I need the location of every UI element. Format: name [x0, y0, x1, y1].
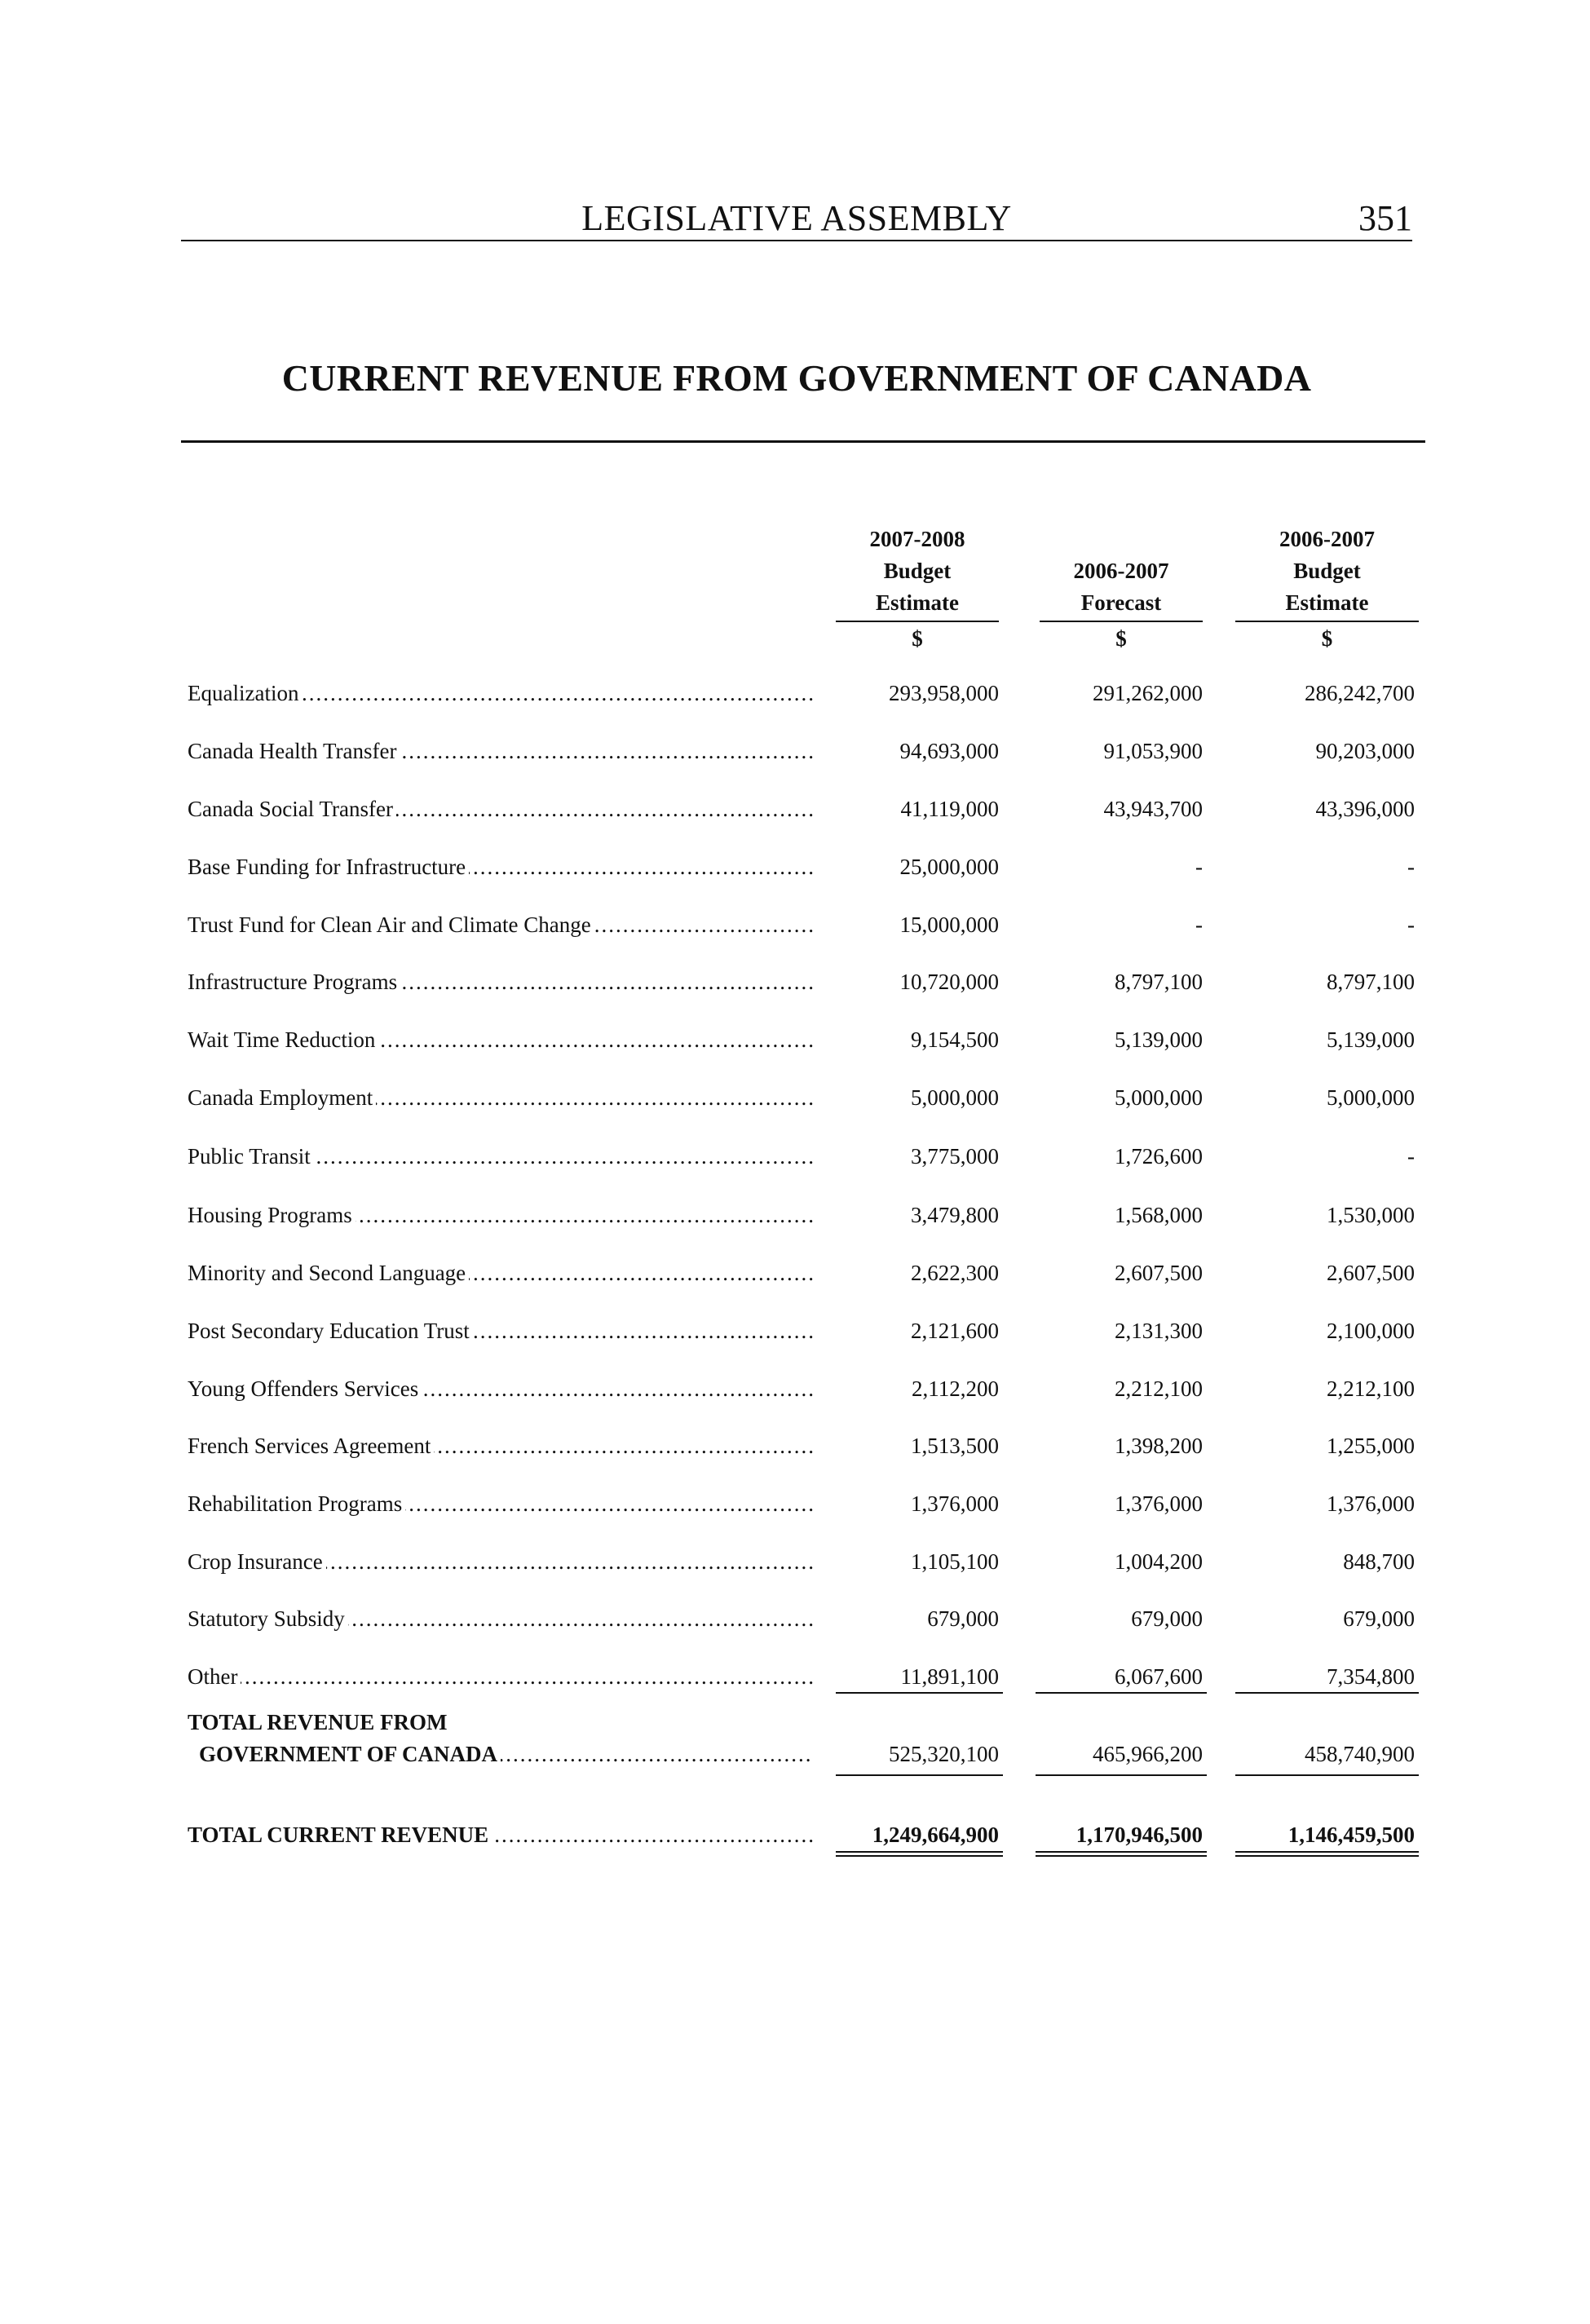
row-label: Canada Employment ..... [188, 1081, 814, 1114]
table-row [0, 1194, 1590, 1235]
row-label: Wait Time Reduction ..... [188, 1023, 814, 1056]
value-2006-2007-budget: 43,396,000 [1315, 797, 1415, 821]
running-title: LEGISLATIVE ASSEMBLY [581, 198, 1012, 238]
value-2006-2007-forecast: - [1195, 912, 1203, 937]
column-unit: $ [1115, 626, 1127, 651]
value-2007-2008-budget: 3,775,000 [911, 1144, 999, 1169]
column-header-rule [836, 621, 999, 622]
value-2007-2008-budget: 15,000,000 [899, 912, 999, 937]
row-label: Housing Programs ..... [188, 1199, 814, 1231]
total-label-line2: GOVERNMENT OF CANADA ..... [199, 1738, 814, 1770]
value-2006-2007-forecast: 43,943,700 [1103, 797, 1203, 821]
table-row [0, 1135, 1590, 1176]
table-row [0, 1482, 1590, 1523]
column-header-2006-2007-forecast [1040, 555, 1203, 619]
subtotal-rule [1235, 1692, 1419, 1694]
column-header-kind: Estimate [1285, 590, 1369, 615]
column-header-rule [1235, 621, 1419, 622]
value-2007-2008-budget: 2,622,300 [911, 1261, 999, 1285]
value-2006-2007-budget: - [1407, 912, 1415, 937]
table-row [0, 1540, 1590, 1581]
value-2007-2008-budget: 9,154,500 [911, 1027, 999, 1052]
title-rule [181, 440, 1425, 443]
column-header-2006-2007-budget-estimate [1239, 524, 1415, 619]
row-label: Public Transit ..... [188, 1140, 814, 1173]
grand-total-2006-2007-budget: 1,146,459,500 [1287, 1823, 1415, 1847]
table-row [0, 904, 1590, 944]
value-2006-2007-budget: 2,607,500 [1327, 1261, 1415, 1285]
table-row [0, 1367, 1590, 1408]
table-row [0, 1018, 1590, 1059]
value-2006-2007-budget: 5,139,000 [1327, 1027, 1415, 1052]
value-2007-2008-budget: 5,000,000 [911, 1085, 999, 1110]
value-2006-2007-forecast: 1,398,200 [1115, 1434, 1203, 1458]
column-header-year: 2006-2007 [1279, 527, 1375, 551]
value-2006-2007-budget: - [1407, 1144, 1415, 1169]
row-label: Equalization ..... [188, 677, 814, 709]
value-2006-2007-forecast: 5,139,000 [1115, 1027, 1203, 1052]
running-header [181, 197, 1412, 241]
value-2006-2007-budget: 848,700 [1343, 1549, 1415, 1574]
table-row [0, 1425, 1590, 1465]
double-underline [1235, 1851, 1419, 1857]
value-2006-2007-budget: 1,376,000 [1327, 1491, 1415, 1516]
value-2007-2008-budget: 1,105,100 [911, 1549, 999, 1574]
page-number: 351 [1358, 198, 1412, 238]
value-2006-2007-forecast: 679,000 [1131, 1606, 1203, 1631]
value-2006-2007-budget: 679,000 [1343, 1606, 1415, 1631]
row-label: Other ..... [188, 1660, 814, 1693]
table-row [0, 1076, 1590, 1117]
row-label: Rehabilitation Programs ..... [188, 1487, 814, 1520]
value-2007-2008-budget: 94,693,000 [899, 739, 999, 763]
value-2007-2008-budget: 41,119,000 [900, 797, 999, 821]
column-header-type: Budget [1293, 559, 1361, 583]
value-2006-2007-budget: 2,100,000 [1327, 1319, 1415, 1343]
column-header-year: 2006-2007 [1073, 559, 1169, 583]
value-2006-2007-forecast: 5,000,000 [1115, 1085, 1203, 1110]
table-row [0, 1597, 1590, 1638]
value-2006-2007-budget: - [1407, 855, 1415, 879]
row-label: Base Funding for Infrastructure ..... [188, 851, 814, 883]
grand-total-2006-2007-forecast: 1,170,946,500 [1075, 1823, 1203, 1847]
value-2006-2007-budget: 1,530,000 [1327, 1203, 1415, 1227]
table-row [0, 961, 1590, 1001]
value-2006-2007-forecast: 6,067,600 [1115, 1664, 1203, 1689]
total-label-line1: TOTAL REVENUE FROM [188, 1710, 448, 1734]
table-row [0, 730, 1590, 771]
value-2006-2007-budget: 5,000,000 [1327, 1085, 1415, 1110]
table-row [0, 846, 1590, 886]
value-2006-2007-budget: 8,797,100 [1327, 970, 1415, 994]
page-title: CURRENT REVENUE FROM GOVERNMENT OF CANADA [281, 357, 1312, 399]
table-row [0, 788, 1590, 828]
row-label: Canada Health Transfer ..... [188, 735, 814, 767]
table-row [0, 672, 1590, 713]
value-2006-2007-forecast: 2,607,500 [1115, 1261, 1203, 1285]
value-2006-2007-forecast: 1,726,600 [1115, 1144, 1203, 1169]
total-value-2006-2007-forecast: 465,966,200 [1093, 1742, 1203, 1766]
value-2007-2008-budget: 2,112,200 [912, 1376, 999, 1401]
value-2007-2008-budget: 2,121,600 [911, 1319, 999, 1343]
double-underline [836, 1851, 1003, 1857]
value-2007-2008-budget: 1,513,500 [911, 1434, 999, 1458]
row-label: Infrastructure Programs ..... [188, 965, 814, 998]
column-header-rule [1040, 621, 1203, 622]
value-2006-2007-forecast: 1,004,200 [1115, 1549, 1203, 1574]
grand-total-2007-2008-budget: 1,249,664,900 [872, 1823, 999, 1847]
row-label: Young Offenders Services ..... [188, 1372, 814, 1405]
value-2006-2007-forecast: 91,053,900 [1103, 739, 1203, 763]
column-header-type: Budget [883, 559, 952, 583]
column-unit: $ [1321, 626, 1333, 651]
value-2007-2008-budget: 679,000 [927, 1606, 999, 1631]
value-2006-2007-budget: 1,255,000 [1327, 1434, 1415, 1458]
value-2006-2007-forecast: - [1195, 855, 1203, 879]
value-2006-2007-forecast: 2,212,100 [1115, 1376, 1203, 1401]
value-2007-2008-budget: 1,376,000 [911, 1491, 999, 1516]
row-label: Crop Insurance ..... [188, 1545, 814, 1578]
value-2006-2007-budget: 286,242,700 [1305, 681, 1415, 705]
value-2007-2008-budget: 25,000,000 [899, 855, 999, 879]
row-label: French Services Agreement ..... [188, 1429, 814, 1462]
row-label: Post Secondary Education Trust ..... [188, 1314, 814, 1347]
table-row [0, 1252, 1590, 1292]
value-2006-2007-forecast: 291,262,000 [1093, 681, 1203, 705]
total-rule [836, 1774, 1003, 1776]
value-2006-2007-forecast: 1,568,000 [1115, 1203, 1203, 1227]
column-header-type: Forecast [1080, 590, 1162, 615]
subtotal-rule [836, 1692, 1003, 1694]
total-current-revenue-label: TOTAL CURRENT REVENUE ..... [188, 1818, 814, 1851]
value-2007-2008-budget: 10,720,000 [899, 970, 999, 994]
total-current-revenue-row [0, 1814, 1590, 1854]
value-2006-2007-budget: 90,203,000 [1315, 739, 1415, 763]
row-label: Statutory Subsidy ..... [188, 1602, 814, 1635]
row-label: Trust Fund for Clean Air and Climate Change ..... [188, 908, 814, 941]
value-2006-2007-budget: 7,354,800 [1327, 1664, 1415, 1689]
value-2006-2007-forecast: 2,131,300 [1115, 1319, 1203, 1343]
value-2007-2008-budget: 3,479,800 [911, 1203, 999, 1227]
value-2007-2008-budget: 293,958,000 [889, 681, 999, 705]
column-unit: $ [912, 626, 923, 651]
value-2006-2007-budget: 2,212,100 [1327, 1376, 1415, 1401]
row-label: Canada Social Transfer ..... [188, 793, 814, 825]
table-row [0, 1655, 1590, 1696]
column-header-year: 2007-2008 [869, 527, 965, 551]
value-2006-2007-forecast: 8,797,100 [1115, 970, 1203, 994]
row-label: Minority and Second Language ..... [188, 1257, 814, 1289]
total-rule [1235, 1774, 1419, 1776]
total-value-2007-2008-budget: 525,320,100 [889, 1742, 999, 1766]
table-row [0, 1310, 1590, 1350]
total-rule [1036, 1774, 1207, 1776]
column-header-kind: Estimate [876, 590, 959, 615]
total-value-2006-2007-budget: 458,740,900 [1305, 1742, 1415, 1766]
column-header-2007-2008-budget-estimate [836, 524, 999, 619]
subtotal-rule [1036, 1692, 1207, 1694]
double-underline [1036, 1851, 1207, 1857]
value-2006-2007-forecast: 1,376,000 [1115, 1491, 1203, 1516]
value-2007-2008-budget: 11,891,100 [900, 1664, 999, 1689]
